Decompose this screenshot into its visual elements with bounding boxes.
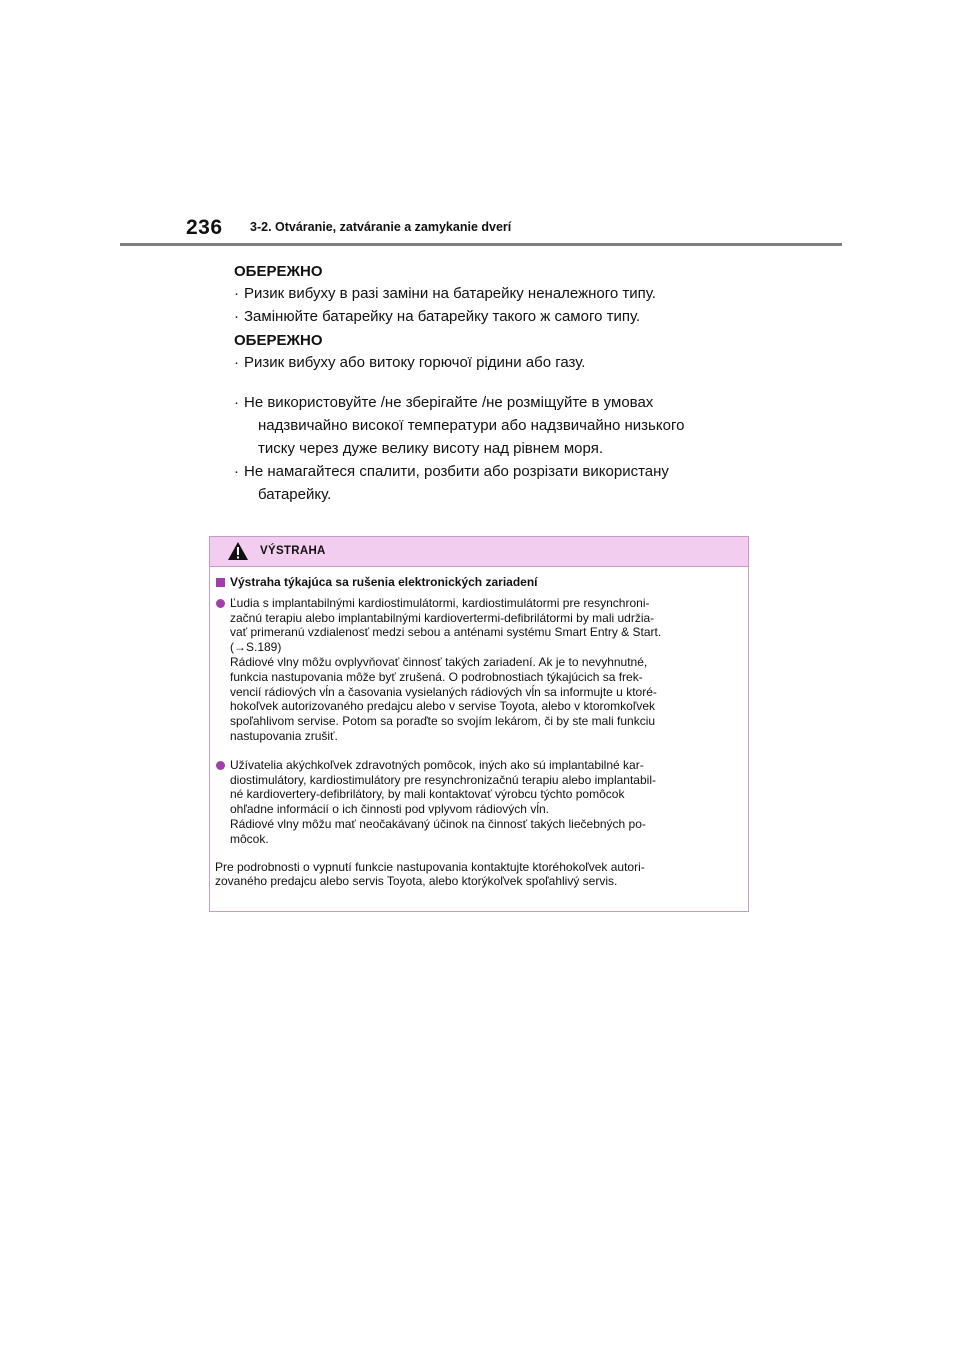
warning-title: VÝSTRAHA (260, 545, 326, 557)
warning-bullet-1: Ľudia s implantabilnými kardiostimulátormi, kardiostimulátormi pre resynchroni- začnú terapiu alebo implantabilnými kardiovertermi-defibrilátormi by mali udržia- vať primeranú vzdialenosť medzi sebou a anténami systému Smart Entry & Start. (→S.189) Rádiové vlny môžu ovplyvňovať činnosť takých zariadení. Ak je to nevyhnutné, funkcia nastupovania môže byť zrušená. O podrobnostiach týkajúcich sa frek- vencií rádiových vĺn a časovania vysielaných rádiových vĺn sa informujte u ktoré- hokoľvek autorizovaného predajcu alebo v servise Toyota, alebo v ktoromkoľvek spoľahlivom servise. Potom sa poraďte so svojím lekárom, či by ste mali funkciu nastupovania zrušiť. (214, 596, 740, 744)
page-number: 236 (186, 216, 223, 239)
caution-item: · Замінюйте батарейку на батарейку такого ж самого типу. (234, 308, 641, 325)
caution-heading-2: ОБЕРЕЖНО (234, 332, 323, 349)
warning-header (210, 537, 748, 567)
warning-body (210, 567, 748, 889)
warning-subheading: Výstraha týkajúca sa rušenia elektronických zariadení (214, 575, 740, 590)
warning-box (209, 536, 749, 912)
header-divider (120, 243, 842, 246)
square-bullet-icon (216, 578, 225, 587)
caution-item: · Не намагайтеся спалити, розбити або розрізати використану батарейку. (234, 463, 669, 503)
caution-heading-1: ОБЕРЕЖНО (234, 263, 323, 280)
circle-bullet-icon (216, 599, 225, 608)
section-title: 3-2. Otváranie, zatváranie a zamykanie dverí (250, 220, 512, 234)
ukrainian-caution-block (234, 261, 794, 506)
warning-bullet-2: Užívatelia akýchkoľvek zdravotných pomôcok, iných ako sú implantabilné kar- diostimulátory, kardiostimulátory pre resynchronizačnú terapiu alebo implantabil- né kardiovertery-defibrilátory, by mali kontaktovať výrobcu týchto pomôcok ohľadne informácií o ich činnosti pod vplyvom rádiových vĺn. Rádiové vlny môžu mať neočakávaný účinok na činnosť takých liečebných po- môcok. (214, 758, 740, 847)
warning-closing-paragraph: Pre podrobnosti o vypnutí funkcie nastupovania kontaktujte ktoréhokoľvek autori- zovaného predajcu alebo servis Toyota, alebo ktorýkoľvek spoľahlivý servis. (215, 859, 645, 889)
circle-bullet-icon (216, 761, 225, 770)
caution-item: · Ризик вибуху в разі заміни на батарейку неналежного типу. (234, 285, 656, 302)
caution-item: · Не використовуйте /не зберігайте /не розміщуйте в умовах надзвичайно високої температури або надзвичайно низького тиску через дуже велику висоту над рівнем моря. (234, 394, 685, 457)
warning-triangle-icon (227, 541, 249, 561)
caution-item: · Ризик вибуху або витоку горючої рідини або газу. (234, 354, 586, 371)
